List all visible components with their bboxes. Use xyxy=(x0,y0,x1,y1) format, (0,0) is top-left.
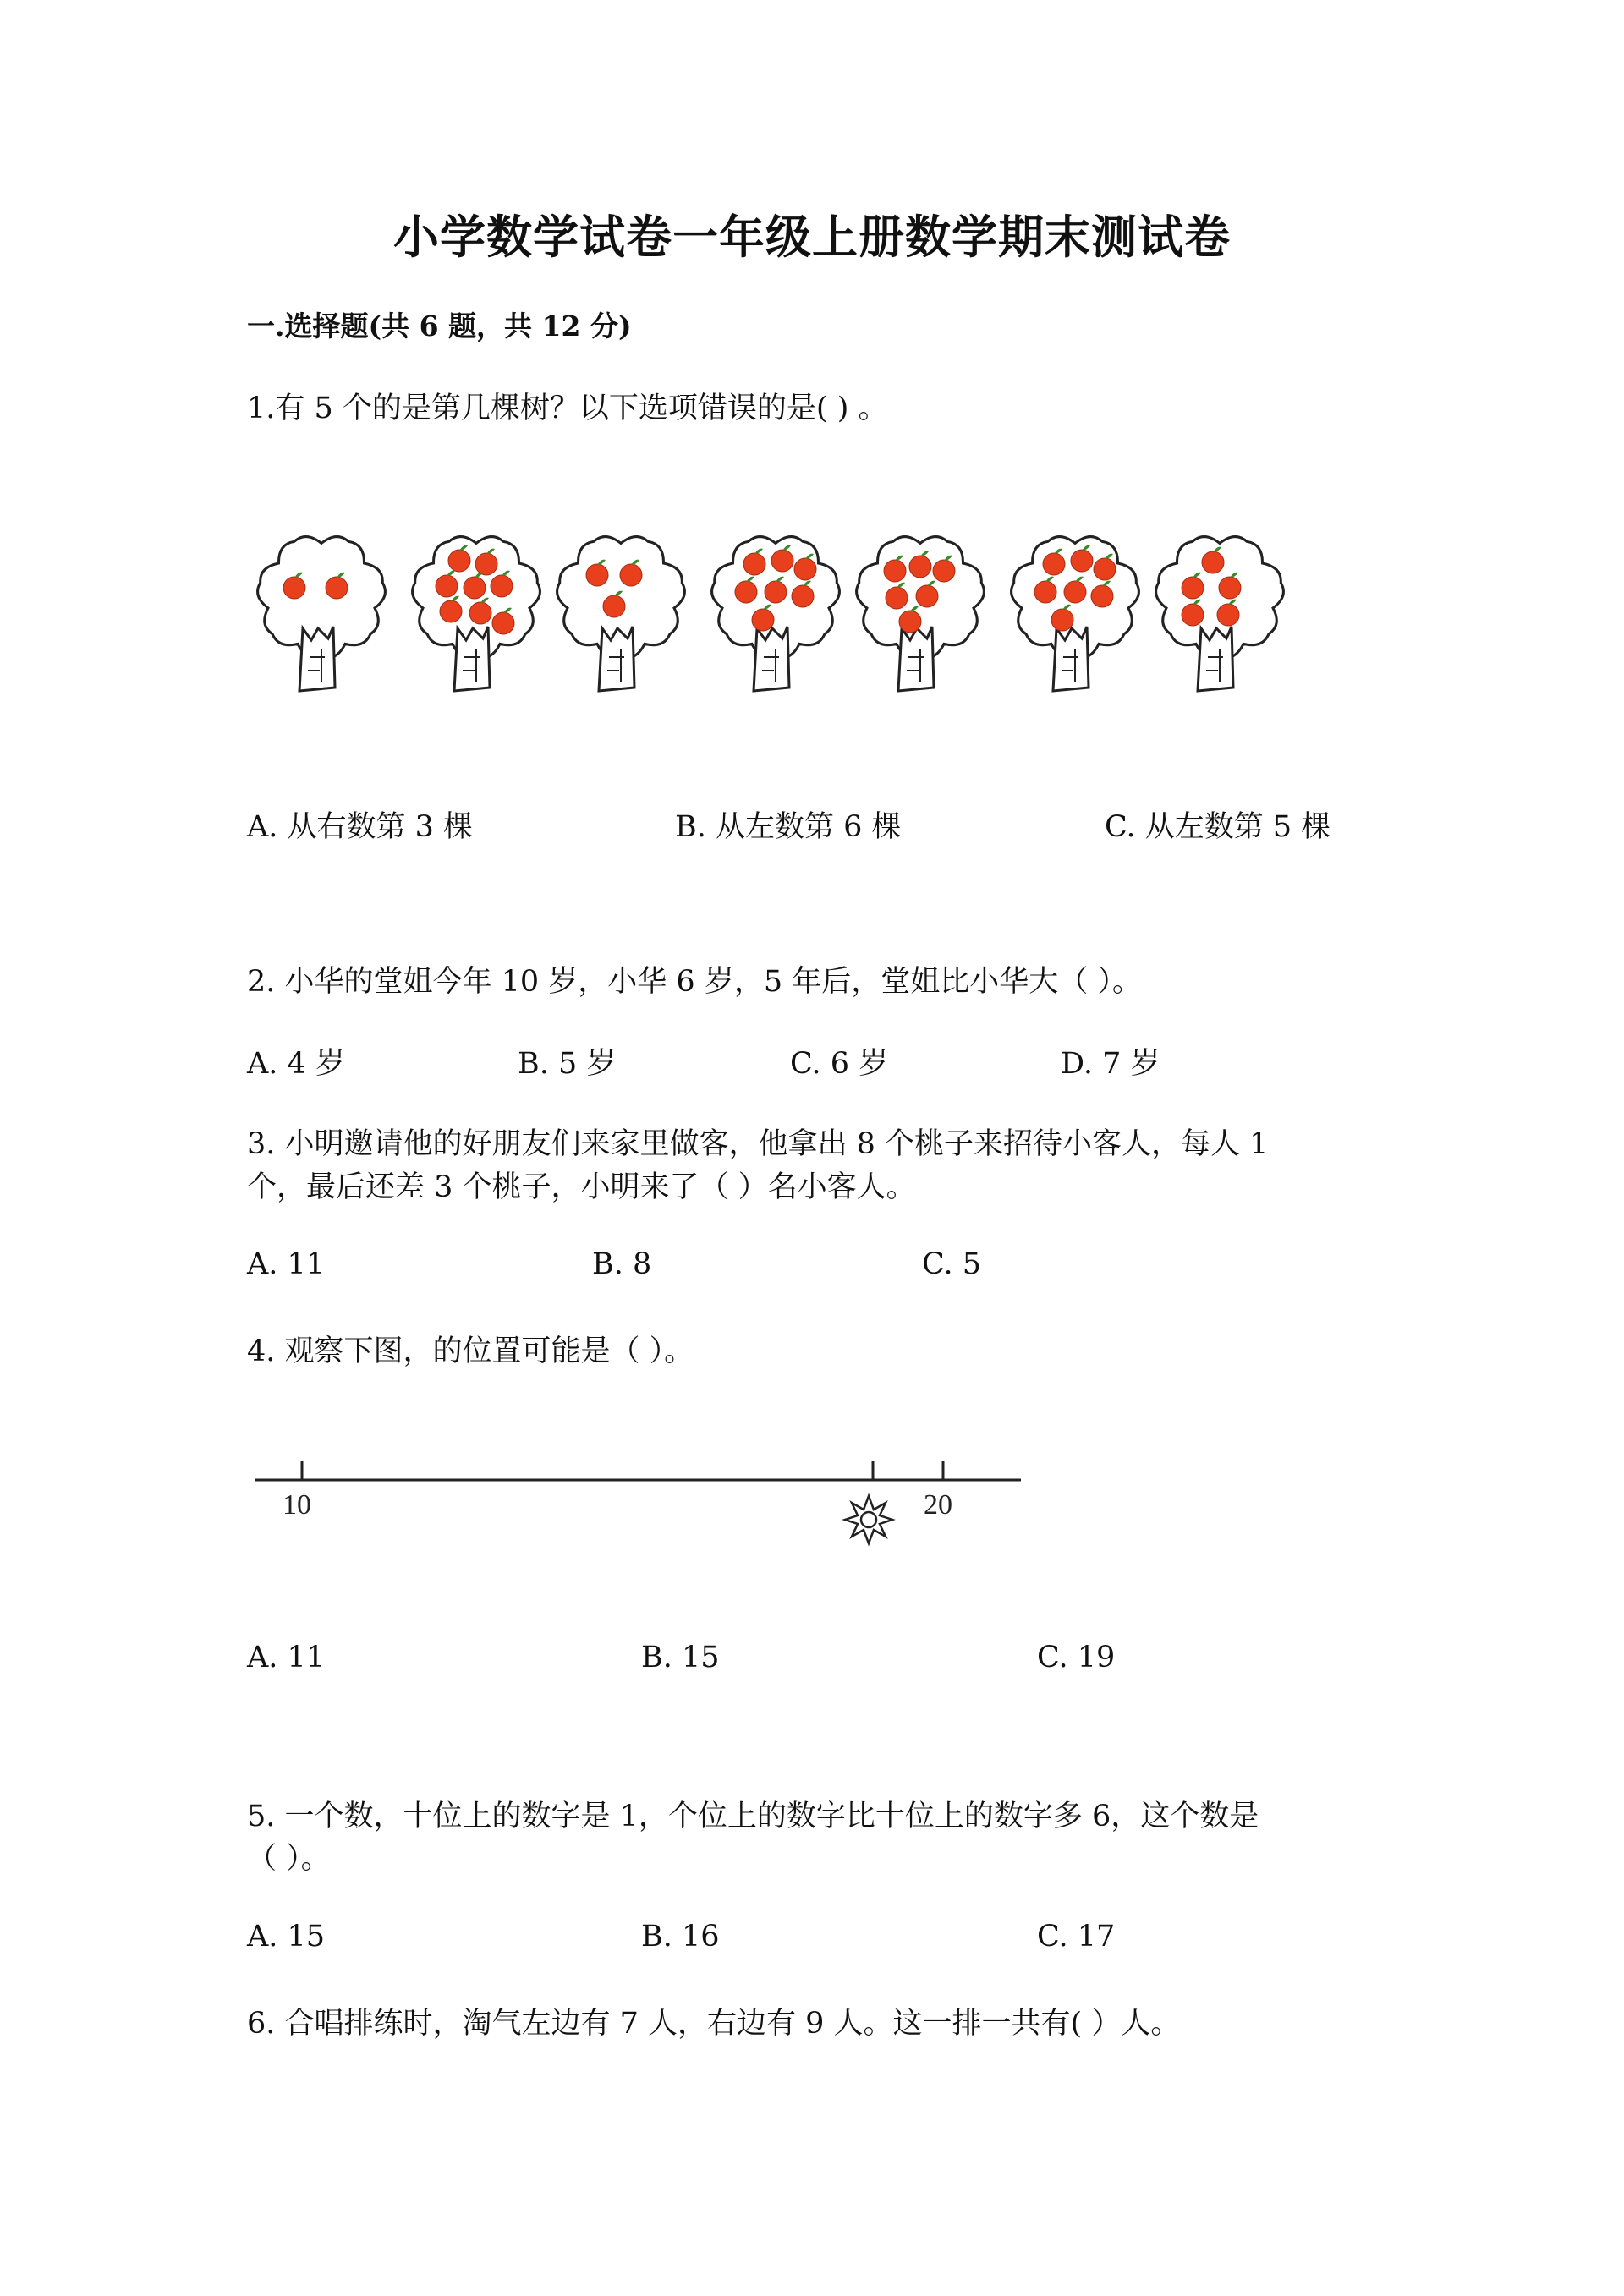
tree-trunk xyxy=(1198,627,1233,691)
question-5-text-line2: （ ）。 xyxy=(247,1842,331,1876)
apple xyxy=(283,573,305,599)
apple xyxy=(1043,549,1065,575)
apple xyxy=(436,571,458,597)
tree-trunk xyxy=(599,627,634,691)
apple xyxy=(620,560,642,586)
apple xyxy=(909,551,931,578)
section-heading: 一.选择题(共 6 题，共 12 分) xyxy=(247,310,632,342)
apple xyxy=(326,573,348,599)
question-5-option-c[interactable]: C. 17 xyxy=(1037,1920,1116,1954)
question-2-text: 2. 小华的堂姐今年 10 岁，小华 6 岁，5 年后，堂姐比小华大（ ）。 xyxy=(247,965,1142,999)
apple-tree xyxy=(1012,537,1139,691)
apple xyxy=(464,573,486,599)
question-4-option-a[interactable]: A. 11 xyxy=(247,1641,326,1674)
question-4-option-c[interactable]: C. 19 xyxy=(1037,1641,1116,1674)
apple xyxy=(448,545,470,572)
apple xyxy=(1182,600,1204,626)
tick-label-10: 10 xyxy=(283,1489,311,1521)
apple xyxy=(1071,545,1093,572)
apple xyxy=(492,608,514,634)
apple xyxy=(743,549,765,575)
apple xyxy=(1182,573,1204,599)
apple xyxy=(899,606,921,633)
apple xyxy=(752,605,774,631)
apple xyxy=(884,556,906,582)
question-1-text: 1.有 5 个的是第几棵树？以下选项错误的是( ) 。 xyxy=(247,392,888,425)
apple-tree xyxy=(557,537,685,691)
tree-trunk xyxy=(898,627,934,691)
apple xyxy=(933,556,955,582)
question-4-text: 4. 观察下图，的位置可能是（ ）。 xyxy=(247,1334,694,1368)
number-line-figure xyxy=(247,1438,1042,1548)
question-2-option-a[interactable]: A. 4 岁 xyxy=(247,1047,345,1081)
apple xyxy=(475,549,497,575)
apple xyxy=(1094,554,1116,580)
question-1-option-b[interactable]: B. 从左数第 6 棵 xyxy=(675,810,902,844)
apple xyxy=(792,581,814,607)
apple-tree xyxy=(258,537,386,691)
question-2-option-d[interactable]: D. 7 岁 xyxy=(1061,1047,1160,1081)
apple-tree xyxy=(712,537,840,691)
apple xyxy=(440,596,462,622)
page-title: 小学数学试卷一年级上册数学期末测试卷 xyxy=(393,210,1231,264)
apple xyxy=(491,571,513,597)
tick-label-20: 20 xyxy=(924,1489,952,1521)
question-1-option-c[interactable]: C. 从左数第 5 棵 xyxy=(1105,810,1331,844)
question-3-option-c[interactable]: C. 5 xyxy=(922,1247,982,1281)
tree-trunk xyxy=(299,627,335,691)
apple xyxy=(1219,573,1241,599)
question-5-option-a[interactable]: A. 15 xyxy=(247,1920,326,1954)
apple xyxy=(916,581,938,607)
question-2-option-b[interactable]: B. 5 岁 xyxy=(518,1047,617,1081)
apple-tree xyxy=(413,537,540,691)
star-icon xyxy=(845,1496,892,1543)
apple xyxy=(1064,577,1086,603)
tree-trunk xyxy=(754,627,789,691)
apple xyxy=(771,545,793,572)
question-5-text-line1: 5. 一个数，十位上的数字是 1，个位上的数字比十位上的数字多 6，这个数是 xyxy=(247,1800,1259,1833)
question-4-option-b[interactable]: B. 15 xyxy=(641,1641,720,1674)
apple xyxy=(735,577,757,603)
apple xyxy=(1202,547,1224,573)
apple xyxy=(469,598,491,624)
apple-tree xyxy=(1156,537,1284,691)
apple xyxy=(1217,600,1239,626)
question-2-option-c[interactable]: C. 6 岁 xyxy=(790,1047,889,1081)
apple xyxy=(1051,605,1073,631)
question-3-option-b[interactable]: B. 8 xyxy=(592,1247,652,1281)
apple xyxy=(886,583,908,609)
apple xyxy=(794,554,816,580)
apple xyxy=(1034,577,1056,603)
apple-tree xyxy=(857,537,985,691)
apple-trees-figure xyxy=(247,512,1296,723)
apple xyxy=(603,591,625,617)
apple xyxy=(1091,581,1113,607)
apple xyxy=(765,577,787,603)
question-6-text: 6. 合唱排练时，淘气左边有 7 人，右边有 9 人。这一排一共有( ）人。 xyxy=(247,2007,1181,2041)
question-3-text-line2: 个，最后还差 3 个桃子，小明来了（ ）名小客人。 xyxy=(247,1170,916,1204)
question-5-option-b[interactable]: B. 16 xyxy=(641,1920,720,1954)
tree-trunk xyxy=(454,627,490,691)
question-3-option-a[interactable]: A. 11 xyxy=(247,1247,326,1281)
question-3-text-line1: 3. 小明邀请他的好朋友们来家里做客，他拿出 8 个桃子来招待小客人，每人 1 xyxy=(247,1127,1269,1161)
tree-trunk xyxy=(1053,627,1089,691)
question-1-option-a[interactable]: A. 从右数第 3 棵 xyxy=(247,810,474,844)
apple xyxy=(586,560,608,586)
